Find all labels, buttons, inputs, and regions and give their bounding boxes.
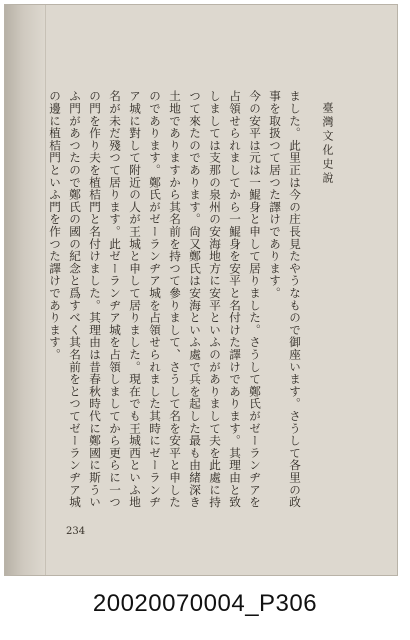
paragraph: ました。此里正は今の庄長見たやうなもので御座います。さうして各里の政事を取扱つて居つた譯けであります。: [268, 90, 302, 509]
page-number: 234: [66, 526, 86, 537]
paragraph: 今の安平は元は一鯤身と申して居りました。さうして鄭氏がゼーランヂアを占領せられましてから一鯤身を安平と名付けた譯けであります。其理由と致しましては支那の泉州の安海地方に安平といふのがありまして夫を此處に持つて來たのであります。尙又鄭氏は安海といふ處で兵を起した最も由緒深き土地でありますから其名前を持つて參りまして、さうして名を安平と申したのであります。鄭氏がゼーランヂア城を占領せられました其時にゼーランヂア城に對して附近の人が王城と申して居りました。現在でも王城西といふ地名が未だ殘つて居ります。此ゼーランヂア城を占領しましてから更らに一つの門を作り夫を植桔門と名付けました。其理由は昔春秋時代に鄭國に斯ういふ門があつたので鄭氏の國の紀念と爲すべく其名前をとつてゼーランヂア城の邊に植桔門といふ門を作つた譯けであります。: [48, 90, 262, 509]
book-gutter: [5, 5, 45, 575]
book-page: [4, 4, 398, 576]
running-head: 臺灣文化史說: [321, 102, 334, 186]
image-caption: 20020070004_P306: [92, 590, 318, 617]
body-text: [48, 90, 305, 515]
